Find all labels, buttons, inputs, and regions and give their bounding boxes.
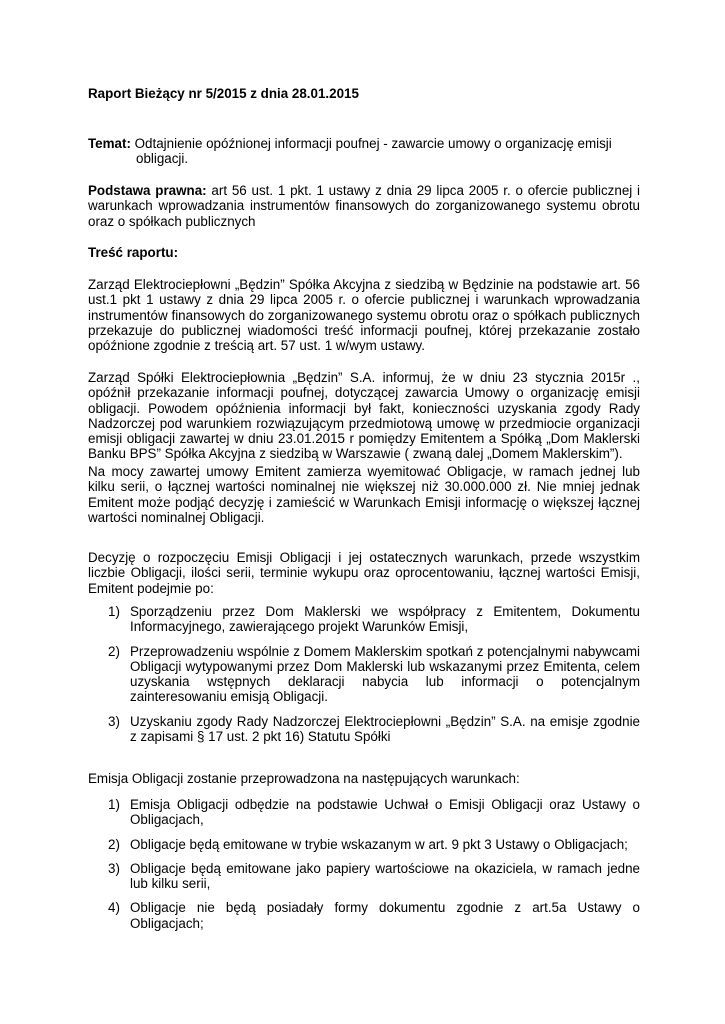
conditions-list-2 xyxy=(88,797,640,940)
list-item-text: Emisja Obligacji odbędzie na podstawie Uchwał o Emisji Obligacji oraz Ustawy o Obligacjach, xyxy=(130,797,640,828)
list-item xyxy=(88,900,640,931)
list-item-number: 3) xyxy=(108,713,120,729)
list-item-text: Sporządzeniu przez Dom Maklerski we współpracy z Emitentem, Dokumentu Informacyjnego, zawierającego projekt Warunków Emisji, xyxy=(130,604,640,635)
list-item-number: 4) xyxy=(108,900,120,916)
paragraph-4: Decyzję o rozpoczęciu Emisji Obligacji i jej ostatecznych warunkach, przede wszystkim liczbie Obligacji, ilości serii, terminie wykupu oraz oprocentowaniu, łącznej wartości Emisji, Emitent podejmie po: xyxy=(88,550,640,596)
list-item-number: 2) xyxy=(108,836,120,852)
topic-text-continuation: obligacji. xyxy=(136,151,189,167)
list-item-text: Uzyskaniu zgody Rady Nadzorczej Elektrociepłowni „Będzin” S.A. na emisje zgodnie z zapisami § 17 ust. 2 pkt 16) Statutu Spółki xyxy=(130,713,640,745)
paragraph-5: Emisja Obligacji zostanie przeprowadzona na następujących warunkach: xyxy=(88,771,520,786)
basis-text: art 56 ust. 1 pkt. 1 ustawy z dnia 29 lipca 2005 r. o ofercie publicznej i warunkach wprowadzania instrumentów finansowych do zorganizowanego systemu obrotu oraz o spółkach publicznych xyxy=(88,183,640,229)
list-item-number: 1) xyxy=(108,604,120,619)
list-item xyxy=(88,644,640,705)
list-item xyxy=(88,604,640,635)
content-heading: Treść raportu: xyxy=(88,245,179,260)
report-topic xyxy=(88,136,640,167)
list-item xyxy=(88,837,640,852)
list-item-text: Przeprowadzeniu wspólnie z Domem Maklerskim spotkań z potencjalnymi nabywcami Obligacji wytypowanymi przez Dom Maklerski lub wskazanymi przez Emitenta, celem uzyskania wstępnych deklaracji nabycia lub informacji o potencjalnym zainteresowaniu emisją Obligacji. xyxy=(130,643,640,705)
legal-basis xyxy=(88,183,640,229)
topic-label: Temat: xyxy=(88,136,131,151)
list-item-number: 3) xyxy=(108,860,120,876)
paragraph-1: Zarząd Elektrociepłowni „Będzin” Spółka Akcyjna z siedzibą w Będzinie na podstawie art. 56 ust.1 pkt 1 ustawy z dnia 29 lipca 2005 r. o ofercie publicznej i warunkach wprowadzania instrumentów finansowych do zorganizowanego systemu obrotu oraz o spółkach publicznych przekazuje do publicznej wiadomości treść informacji poufnej, której przekazanie zostało opóźnione zgodnie z treścią art. 57 ust. 1 w/wym ustawy. xyxy=(88,277,640,354)
paragraph-3: Na mocy zawartej umowy Emitent zamierza wyemitować Obligacje, w ramach jednej lub kilku serii, o łącznej wartości nominalnej nie większej niż 30.000.000 zł. Nie mniej jednak Emitent może podjąć decyzję i zamieścić w Warunkach Emisji informację o większej łącznej wartości nominalnej Obligacji. xyxy=(88,464,640,525)
report-title: Raport Bieżący nr 5/2015 z dnia 28.01.2015 xyxy=(88,86,359,101)
basis-label: Podstawa prawna: xyxy=(88,183,207,198)
paragraph-2: Zarząd Spółki Elektrociepłownia „Będzin” S.A. informuj, że w dniu 23 stycznia 2015r ., opóźnił przekazanie informacji poufnej, dotyczącej zawarcia Umowy o organizację emisji obligacji. Powodem opóźnienia informacji był fakt, konieczności uzyskania zgody Rady Nadzorczej pod warunkiem rozwiązującym przedmiotową umowę w przedmiocie organizacji emisji obligacji zawartej w dniu 23.01.2015 r pomiędzy Emitentem a Spółką „Dom Maklerski Banku BPS” Spółka Akcyjna z siedzibą w Warszawie ( zwaną dalej „Domem Maklerskim”). xyxy=(88,370,640,462)
list-item xyxy=(88,714,640,745)
list-item-number: 2) xyxy=(108,643,120,659)
list-item xyxy=(88,797,640,828)
list-item-number: 1) xyxy=(108,797,120,812)
list-item xyxy=(88,861,640,892)
list-item-text: Obligacje nie będą posiadały formy dokumentu zgodnie z art.5a Ustawy o Obligacjach; xyxy=(130,900,640,931)
list-item-text: Obligacje będą emitowane w trybie wskazanym w art. 9 pkt 3 Ustawy o Obligacjach; xyxy=(130,836,628,852)
list-item-text: Obligacje będą emitowane jako papiery wartościowe na okaziciela, w ramach jedne lub kilku serii, xyxy=(130,860,640,892)
topic-text: Odtajnienie opóźnionej informacji poufnej - zawarcie umowy o organizację emisji xyxy=(134,136,612,151)
conditions-list-1 xyxy=(88,604,640,753)
